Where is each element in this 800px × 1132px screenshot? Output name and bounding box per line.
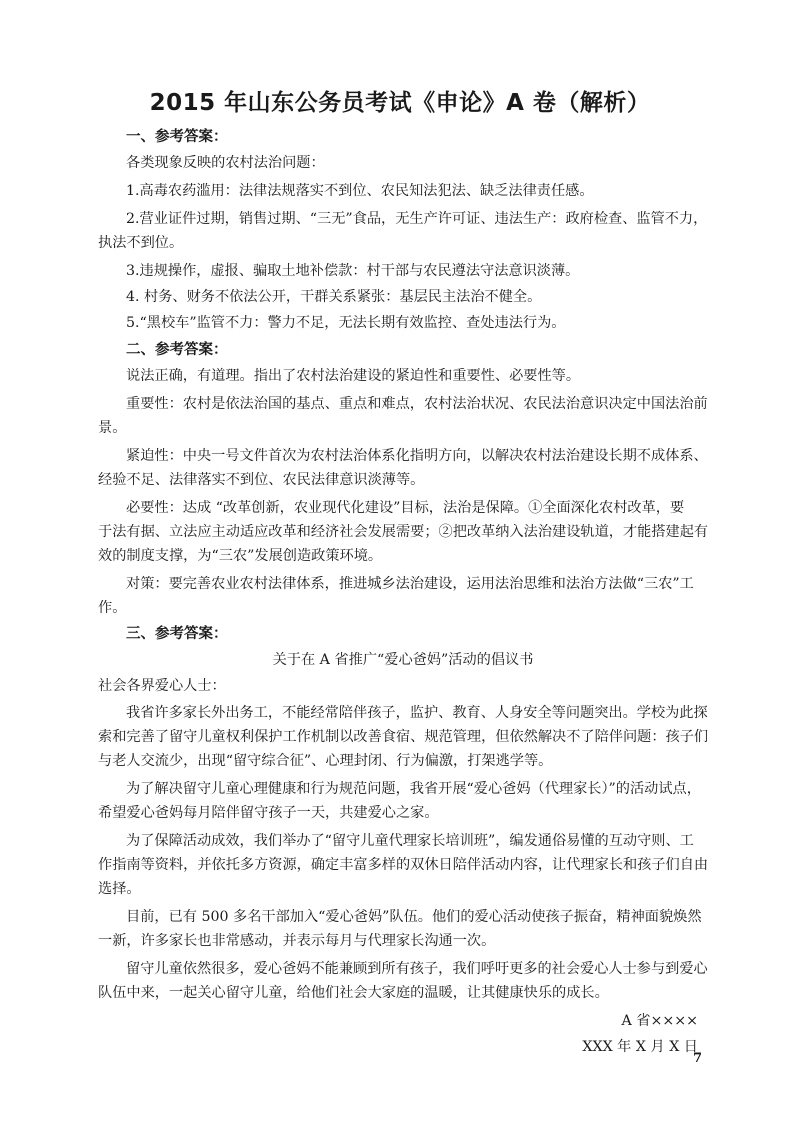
letter-p1-line3: 与老人交流少，出现“留守综合征”、心理封闭、行为偏激，打架逃学等。 xyxy=(98,753,553,769)
letter-date: XXX 年 X 月 X 日 xyxy=(582,1039,698,1055)
section2-p2-line1: 重要性：农村是依法治国的基点、重点和难点，农村法治状况、农民法治意识决定中国法治前 xyxy=(126,396,708,412)
page-title: 2015 年山东公务员考试《申论》A 卷（解析） xyxy=(149,90,651,116)
section1-item-3: 3.违规操作，虚报、骗取土地补偿款：村干部与农民遵法守法意识淡薄。 xyxy=(126,263,580,279)
section1-intro: 各类现象反映的农村法治问题： xyxy=(126,155,325,171)
letter-p4-line1: 目前，已有 500 多名干部加入“爱心爸妈”队伍。他们的爱心活动使孩子振奋，精神面貌焕然 xyxy=(126,909,702,925)
section1-item-5: 5.“黑校车”监管不力：警力不足，无法长期有效监控、查处违法行为。 xyxy=(126,315,566,331)
letter-p3-line1: 为了保障活动成效，我们举办了“留守儿童代理家长培训班”，编发通俗易懂的互动守则、工 xyxy=(126,833,694,849)
letter-p1-line2: 索和完善了留守儿童权利保护工作机制以改善食宿、规范管理，但依然解决不了陪伴问题：孩子们 xyxy=(98,729,709,745)
letter-p5-line2: 队伍中来，一起关心留守儿童，给他们社会大家庭的温暖，让其健康快乐的成长。 xyxy=(98,985,609,1001)
letter-salutation: 社会各界爱心人士： xyxy=(98,678,226,694)
letter-p4-line2: 一新，许多家长也非常感动，并表示每月与代理家长沟通一次。 xyxy=(98,933,496,949)
section2-p5-line2: 作。 xyxy=(98,600,127,616)
section1-item-2-line2: 执法不到位。 xyxy=(98,235,184,251)
section2-heading: 二、参考答案： xyxy=(126,342,228,358)
letter-p3-line3: 选择。 xyxy=(98,881,141,897)
letter-title: 关于在 A 省推广“爱心爸妈”活动的倡议书 xyxy=(272,652,534,668)
section2-p2-line2: 景。 xyxy=(98,420,127,436)
section2-p1: 说法正确，有道理。指出了农村法治建设的紧迫性和重要性、必要性等。 xyxy=(126,368,581,384)
page-number: 7 xyxy=(693,1051,703,1066)
letter-p5-line1: 留守儿童依然很多，爱心爸妈不能兼顾到所有孩子，我们呼吁更多的社会爱心人士参与到爱心 xyxy=(126,961,708,977)
section2-p5-line1: 对策：要完善农业农村法律体系，推进城乡法治建设，运用法治思维和法治方法做“三农”工 xyxy=(126,576,694,592)
section2-p3-line1: 紧迫性：中央一号文件首次为农村法治体系化指明方向，以解决农村法治建设长期不成体系、 xyxy=(126,448,708,464)
letter-signature: A 省×××× xyxy=(621,1013,698,1029)
section3-heading: 三、参考答案： xyxy=(126,626,228,642)
section2-p4-line1: 必要性：达成 “改革创新，农业现代化建设”目标，法治是保障。①全面深化农村改革，要 xyxy=(126,500,685,516)
letter-p3-line2: 作指南等资料，并依托多方资源，确定丰富多样的双休日陪伴活动内容，让代理家长和孩子们自由 xyxy=(98,857,709,873)
section2-p4-line3: 效的制度支撑，为“三农”发展创造政策环境。 xyxy=(98,548,383,564)
letter-p1-line1: 我省许多家长外出务工，不能经常陪伴孩子，监护、教育、人身安全等问题突出。学校为此探 xyxy=(126,705,708,721)
section2-p4-line2: 于法有据、立法应主动适应改革和经济社会发展需要；②把改革纳入法治建设轨道，才能搭建起有 xyxy=(98,524,709,540)
section1-item-1: 1.高毒农药滥用：法律法规落实不到位、农民知法犯法、缺乏法律责任感。 xyxy=(126,183,594,199)
section1-item-4: 4. 村务、财务不依法公开，干群关系紧张：基层民主法治不健全。 xyxy=(126,289,542,305)
letter-p2-line1: 为了解决留守儿童心理健康和行为规范问题，我省开展“爱心爸妈（代理家长）”的活动试点， xyxy=(126,781,701,797)
letter-p2-line2: 希望爱心爸妈每月陪伴留守孩子一天，共建爱心之家。 xyxy=(98,805,439,821)
section1-heading: 一、参考答案： xyxy=(126,129,228,145)
section1-item-2-line1: 2.营业证件过期，销售过期、“三无”食品，无生产许可证、违法生产：政府检查、监管不力， xyxy=(126,211,708,227)
section2-p3-line2: 经验不足、法律落实不到位、农民法律意识淡薄等。 xyxy=(98,472,425,488)
